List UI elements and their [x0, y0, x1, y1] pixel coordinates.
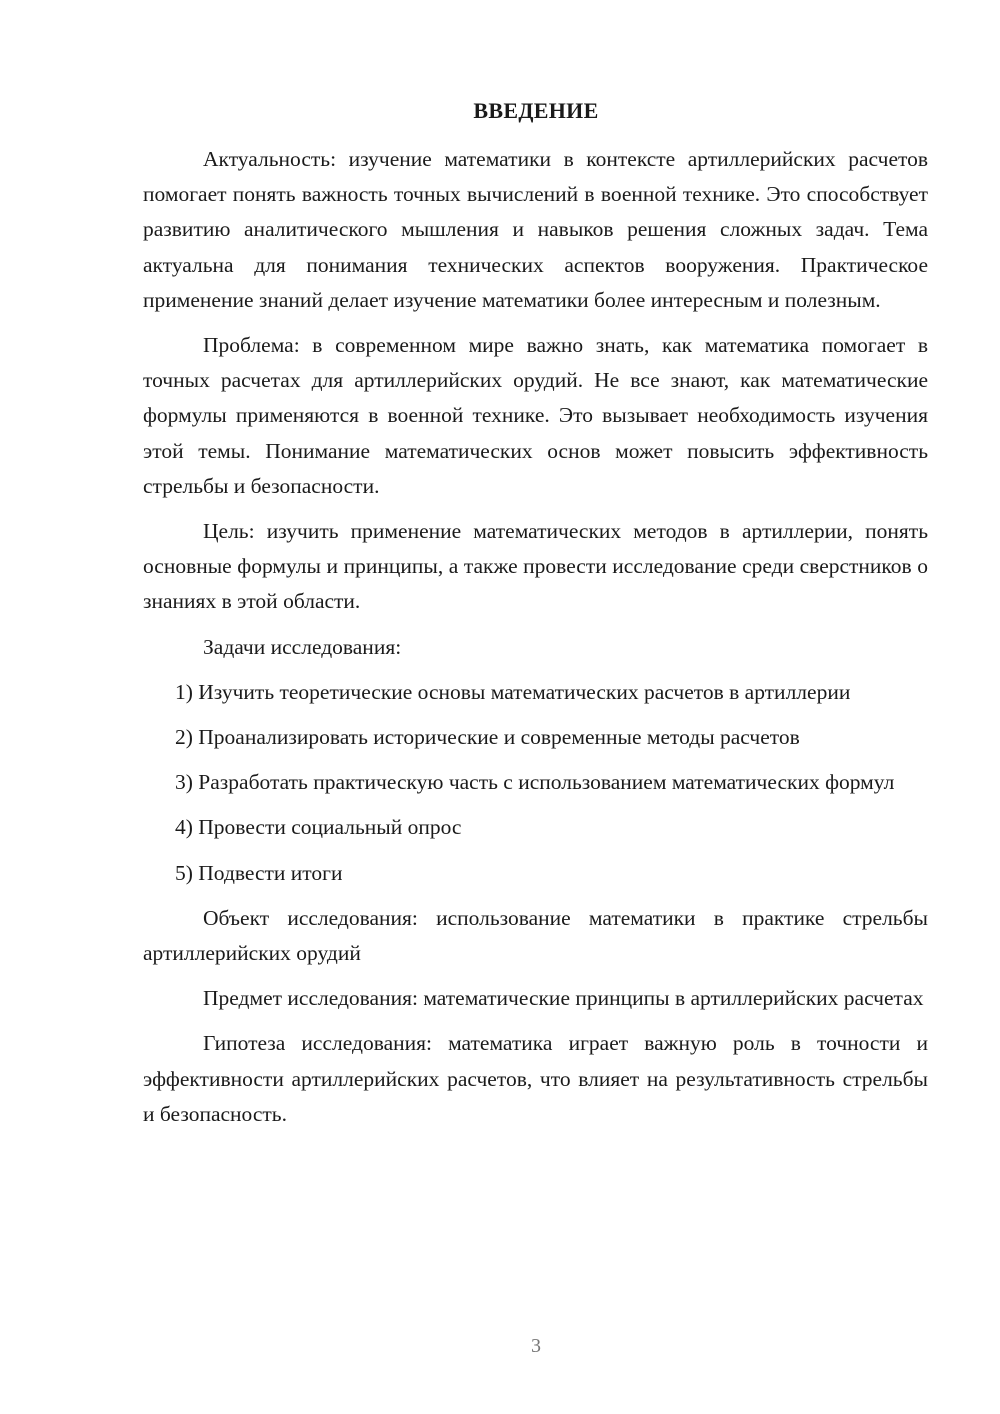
task-item: 2) Проанализировать исторические и современные методы расчетов: [175, 725, 800, 750]
paragraph-hypothesis: Гипотеза исследования: математика играет важную роль в точности и эффективности артиллерийских расчетов, что влияет на результативность стрельбы и безопасность.: [143, 1031, 928, 1126]
task-item: 4) Провести социальный опрос: [175, 815, 462, 840]
document-body: [143, 142, 928, 1142]
section-title: ВВЕДЕНИЕ: [473, 98, 599, 123]
page-number: 3: [531, 1335, 541, 1357]
paragraph-problem: Проблема: в современном мире важно знать, как математика помогает в точных расчетах для артиллерийских орудий. Не все знают, как математические формулы применяются в военной технике. Это вызывает необходимость изучения этой темы. Понимание математических основ может повысить эффективность стрельбы и безопасности.: [143, 333, 928, 498]
paragraph-subject: Предмет исследования: математические принципы в артиллерийских расчетах: [203, 986, 924, 1011]
paragraph-object: Объект исследования: использование математики в практике стрельбы артиллерийских орудий: [143, 905, 928, 966]
task-item: 5) Подвести итоги: [175, 860, 343, 885]
tasks-heading: Задачи исследования:: [203, 634, 402, 659]
paragraph-goal: Цель: изучить применение математических методов в артиллерии, понять основные формулы и принципы, а также провести исследование среди сверстников о знаниях в этой области.: [143, 519, 928, 614]
paragraph-relevance: Актуальность: изучение математики в контексте артиллерийских расчетов помогает понять важность точных вычислений в военной технике. Это способствует развитию аналитического мышления и навыков решения сложных задач. Тема актуальна для понимания технических аспектов вооружения. Практическое применение знаний делает изучение математики более интересным и полезным.: [143, 147, 928, 312]
task-item: 3) Разработать практическую часть с использованием математических формул: [175, 770, 895, 795]
task-item: 1) Изучить теоретические основы математических расчетов в артиллерии: [175, 679, 851, 704]
